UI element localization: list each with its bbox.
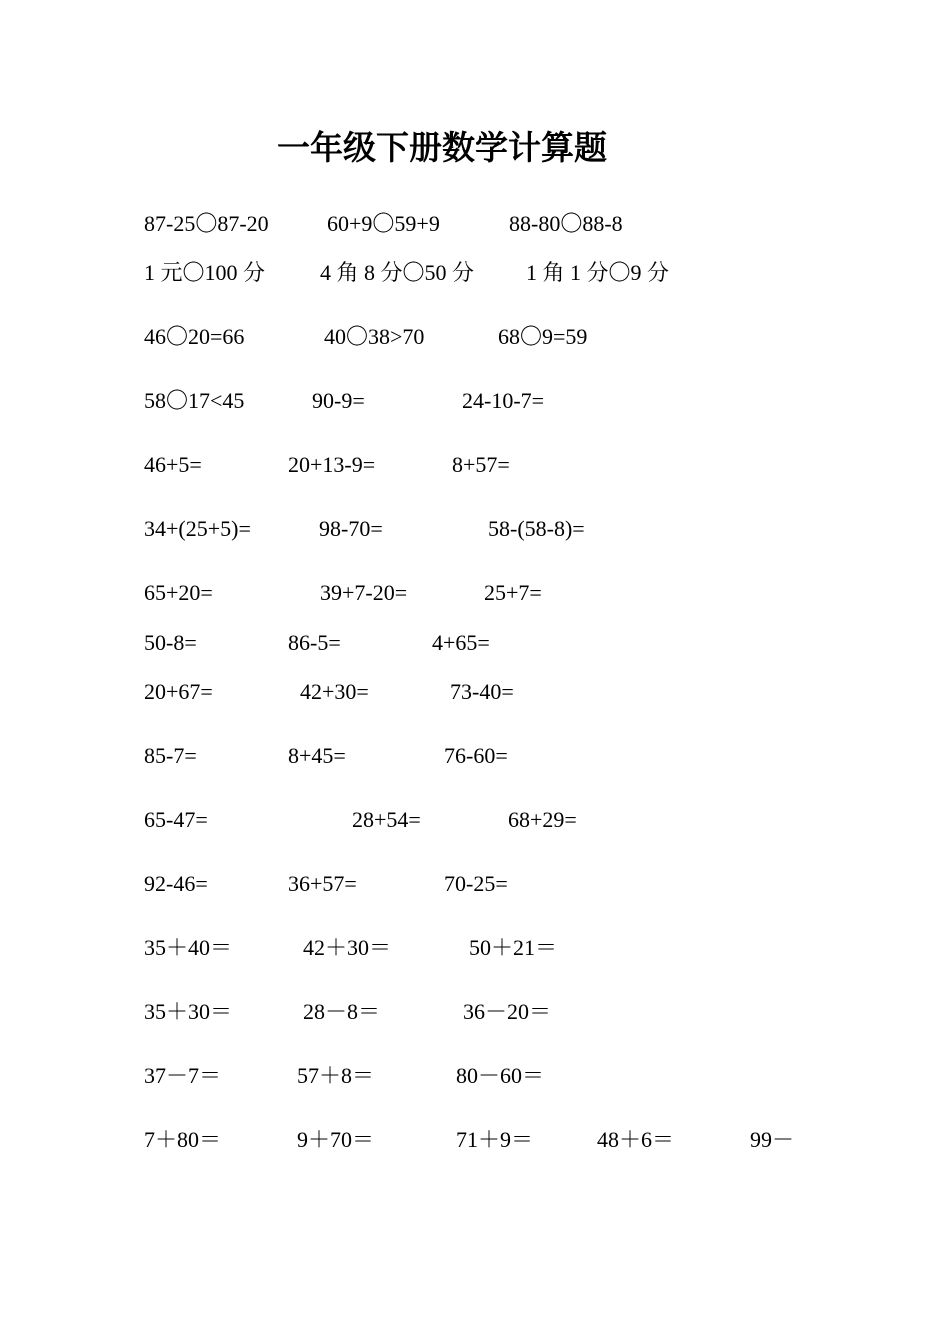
problem-item: 88-80〇88-8 xyxy=(509,211,623,236)
problem-item: 99－ xyxy=(750,1127,795,1152)
problem-row xyxy=(0,628,950,658)
problem-item: 36+57= xyxy=(288,871,357,896)
problem-row xyxy=(0,209,950,239)
problem-item: 73-40= xyxy=(450,679,514,704)
problem-item: 35＋30＝ xyxy=(144,999,233,1024)
problem-item: 4+65= xyxy=(432,630,490,655)
problem-item: 46〇20=66 xyxy=(144,324,245,349)
problem-row xyxy=(0,677,950,707)
problem-item: 70-25= xyxy=(444,871,508,896)
problem-item: 48＋6＝ xyxy=(597,1127,675,1152)
problem-item: 57＋8＝ xyxy=(297,1063,375,1088)
problem-row xyxy=(0,578,950,608)
problem-item: 90-9= xyxy=(312,388,365,413)
problem-item: 80－60＝ xyxy=(456,1063,545,1088)
problem-item: 86-5= xyxy=(288,630,341,655)
problem-item: 92-46= xyxy=(144,871,208,896)
problem-item: 20+13-9= xyxy=(288,452,376,477)
problem-item: 50＋21＝ xyxy=(469,935,558,960)
problem-row xyxy=(0,869,950,899)
problem-item: 28－8＝ xyxy=(303,999,381,1024)
problem-row xyxy=(0,997,950,1027)
problem-item: 68〇9=59 xyxy=(498,324,588,349)
problem-row xyxy=(0,1061,950,1091)
problem-row xyxy=(0,805,950,835)
problem-row xyxy=(0,450,950,480)
problem-item: 60+9〇59+9 xyxy=(327,211,440,236)
problem-item: 7＋80＝ xyxy=(144,1127,222,1152)
problem-item: 36－20＝ xyxy=(463,999,552,1024)
problem-row xyxy=(0,933,950,963)
problem-item: 1 元〇100 分 xyxy=(144,260,266,285)
problem-item: 37－7＝ xyxy=(144,1063,222,1088)
problem-item: 68+29= xyxy=(508,807,577,832)
problem-item: 58〇17<45 xyxy=(144,388,245,413)
problem-item: 65-47= xyxy=(144,807,208,832)
problem-item: 39+7-20= xyxy=(320,580,408,605)
problem-item: 98-70= xyxy=(319,516,383,541)
problem-item: 87-25〇87-20 xyxy=(144,211,269,236)
problem-item: 71＋9＝ xyxy=(456,1127,534,1152)
problem-row xyxy=(0,1125,950,1155)
problem-item: 42＋30＝ xyxy=(303,935,392,960)
page-title: 一年级下册数学计算题 xyxy=(277,128,607,167)
problem-item: 8+57= xyxy=(452,452,510,477)
problem-item: 35＋40＝ xyxy=(144,935,233,960)
problem-row xyxy=(0,322,950,352)
problem-item: 50-8= xyxy=(144,630,197,655)
problem-item: 24-10-7= xyxy=(462,388,545,413)
problem-item: 76-60= xyxy=(444,743,508,768)
problem-row xyxy=(0,741,950,771)
problem-item: 28+54= xyxy=(352,807,421,832)
problem-row xyxy=(0,386,950,416)
problem-item: 9＋70＝ xyxy=(297,1127,375,1152)
problem-row xyxy=(0,258,950,288)
problem-item: 85-7= xyxy=(144,743,197,768)
problem-item: 46+5= xyxy=(144,452,202,477)
problem-item: 40〇38>70 xyxy=(324,324,425,349)
problem-row xyxy=(0,514,950,544)
problem-item: 25+7= xyxy=(484,580,542,605)
problem-item: 65+20= xyxy=(144,580,213,605)
problem-item: 34+(25+5)= xyxy=(144,516,251,541)
problem-item: 4 角 8 分〇50 分 xyxy=(320,260,475,285)
problem-item: 20+67= xyxy=(144,679,213,704)
problem-item: 8+45= xyxy=(288,743,346,768)
problem-item: 58-(58-8)= xyxy=(488,516,585,541)
problem-item: 1 角 1 分〇9 分 xyxy=(526,260,670,285)
problem-item: 42+30= xyxy=(300,679,369,704)
